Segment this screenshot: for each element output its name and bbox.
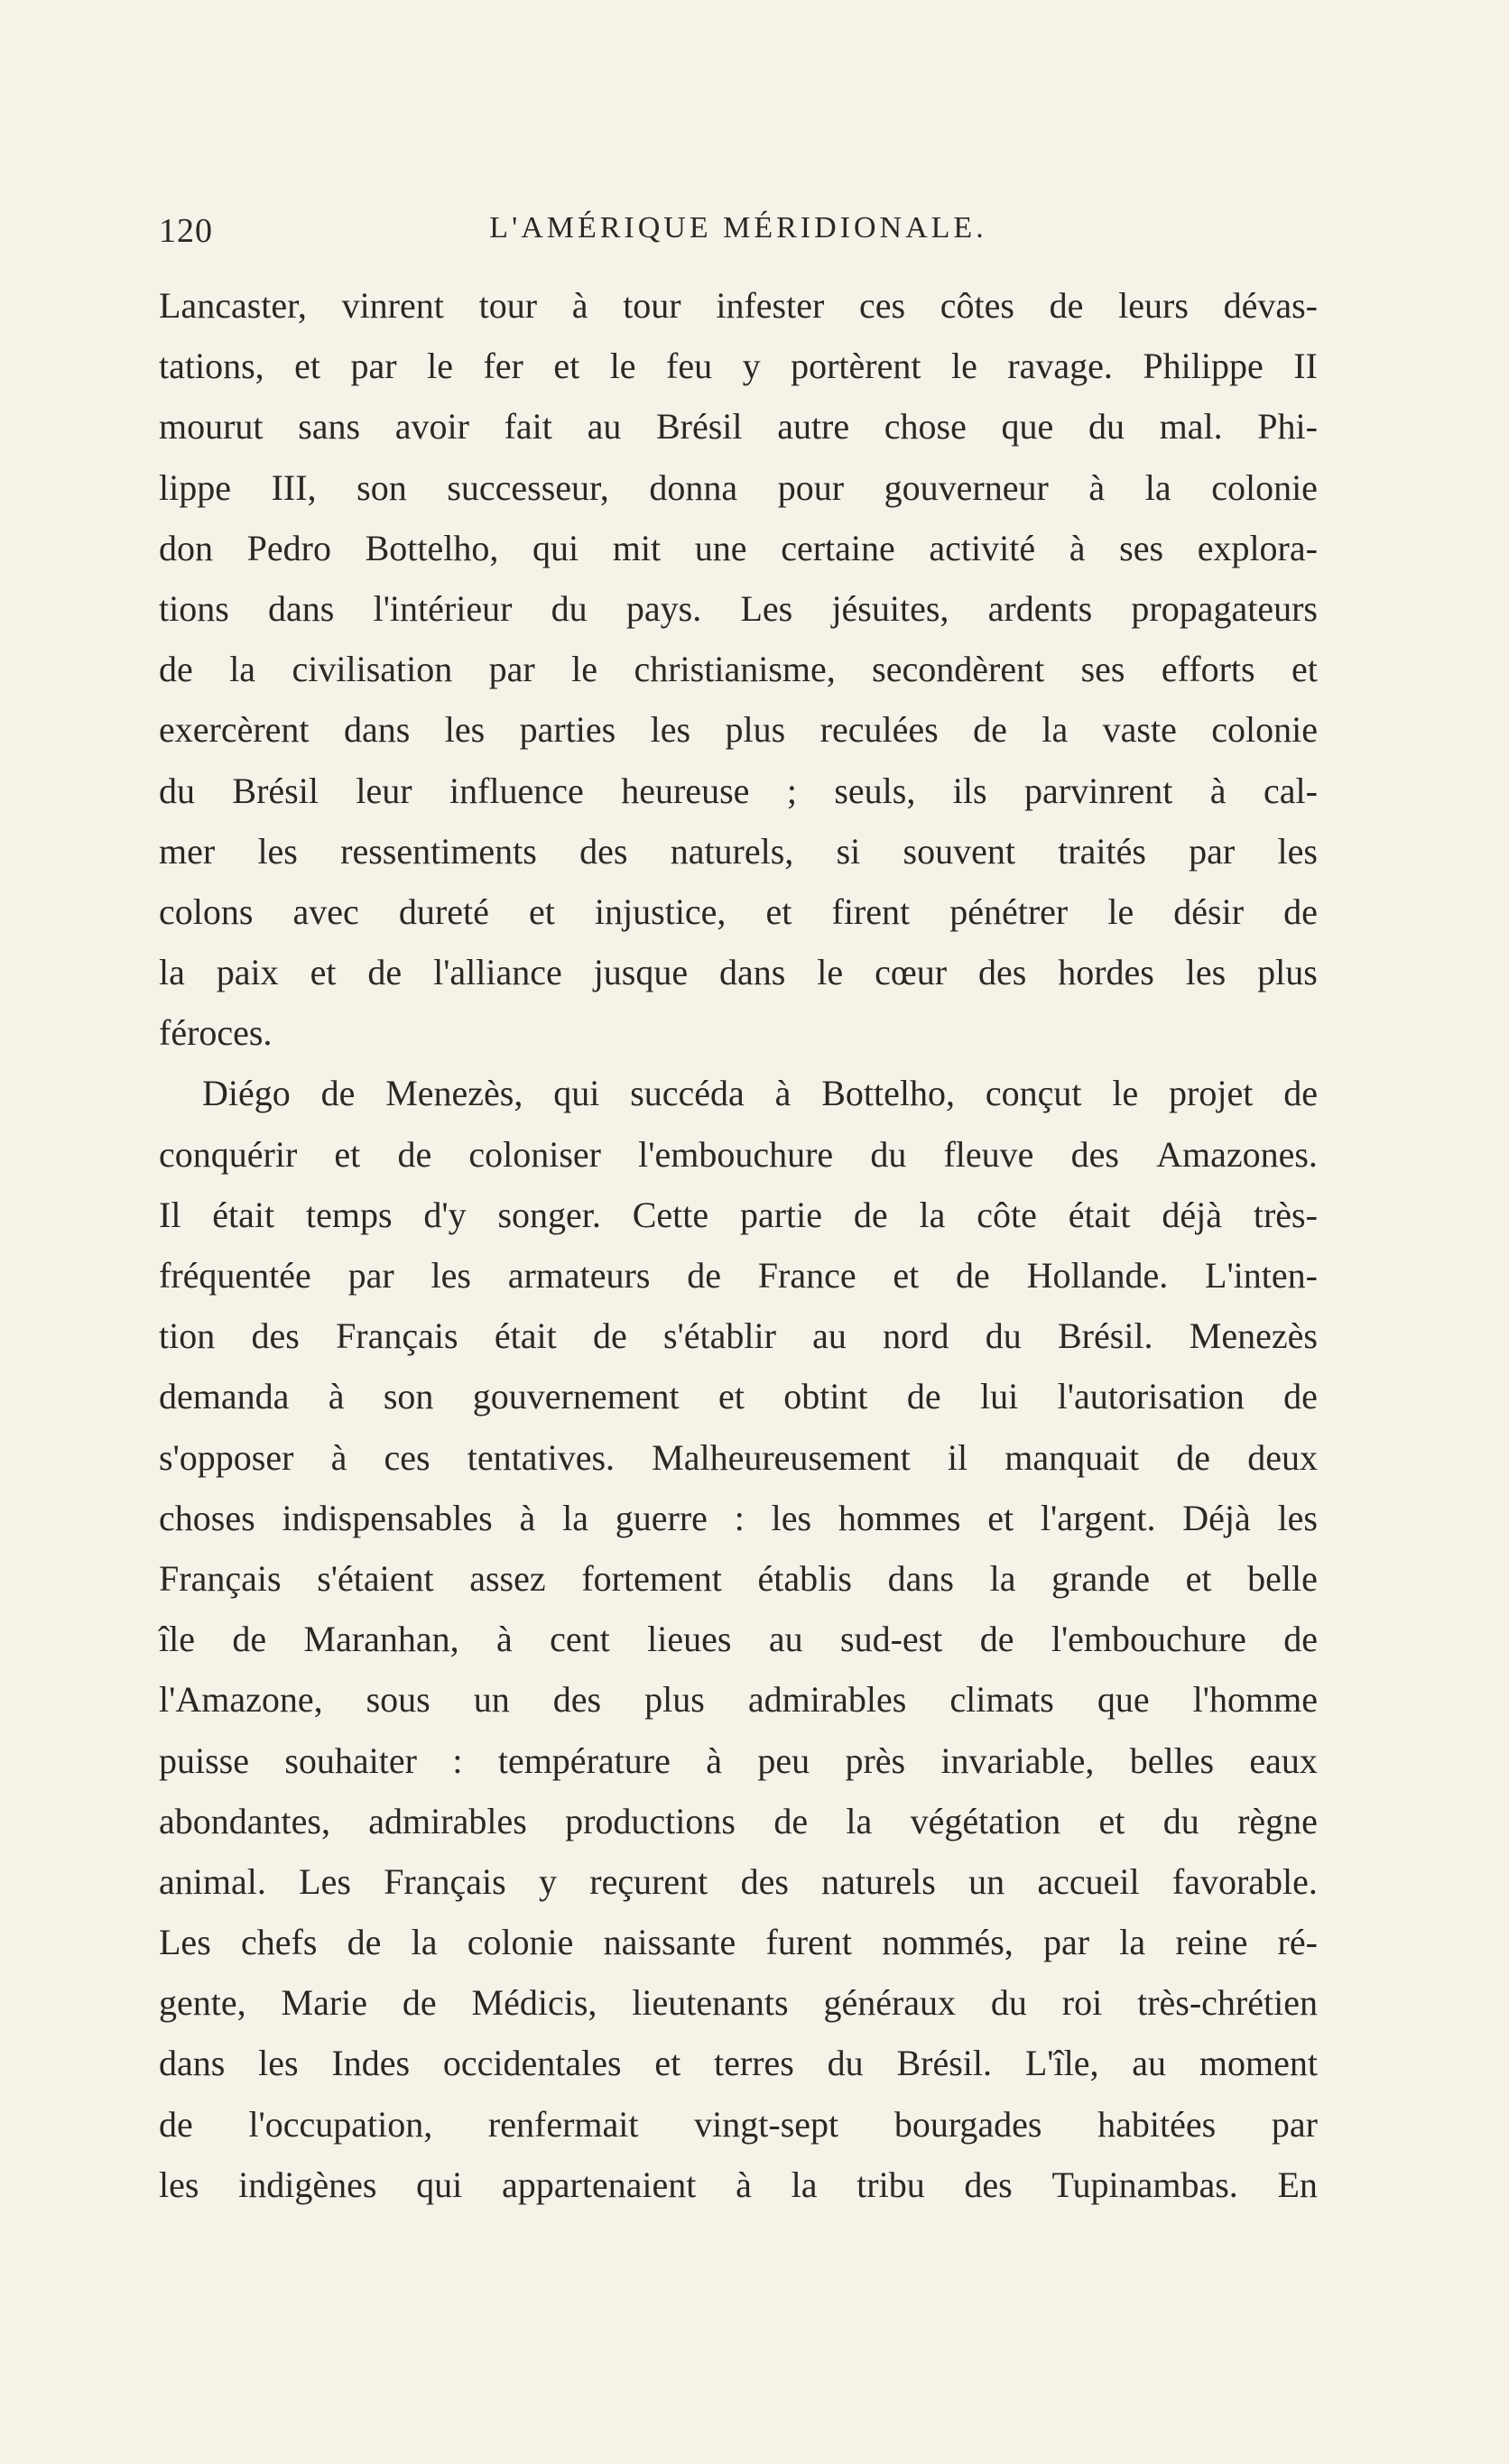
text-line: conquérir et de coloniser l'embouchure du fleuve des Amazones.: [159, 1133, 1318, 1175]
text-line: tations, et par le fer et le feu y portèrent le ravage. Philippe II: [159, 346, 1318, 387]
text-line: Il était temps d'y songer. Cette partie de la côte était déjà très-: [159, 1194, 1318, 1235]
text-line: Lancaster, vinrent tour à tour infester ces côtes de leurs dévas-: [159, 285, 1318, 326]
text-line: féroces.: [159, 1012, 273, 1054]
text-line: île de Maranhan, à cent lieues au sud-est de l'embouchure de: [159, 1619, 1318, 1660]
text-line: exercèrent dans les parties les plus reculées de la vaste colonie: [159, 709, 1318, 751]
text-line: abondantes, admirables productions de la végétation et du règne: [159, 1800, 1318, 1841]
text-line: les indigènes qui appartenaient à la tribu des Tupinambas. En: [159, 2164, 1318, 2205]
text-line: Diégo de Menezès, qui succéda à Bottelho, conçut le projet de: [202, 1073, 1318, 1114]
text-line: dans les Indes occidentales et terres du Brésil. L'île, au moment: [159, 2043, 1318, 2084]
paragraph: [159, 1063, 1318, 2215]
text-line: mourut sans avoir fait au Brésil autre chose que du mal. Phi-: [159, 406, 1318, 448]
paragraph: [159, 275, 1318, 1063]
text-line: Les chefs de la colonie naissante furent nommés, par la reine ré-: [159, 1922, 1318, 1963]
text-line: choses indispensables à la guerre : les hommes et l'argent. Déjà les: [159, 1497, 1318, 1538]
page-number: 120: [159, 212, 213, 250]
text-line: Français s'étaient assez fortement établis dans la grande et belle: [159, 1557, 1318, 1599]
text-line: l'Amazone, sous un des plus admirables climats que l'homme: [159, 1679, 1318, 1721]
text-line: s'opposer à ces tentatives. Malheureusement il manquait de deux: [159, 1436, 1318, 1478]
text-line: lippe III, son successeur, donna pour gouverneur à la colonie: [159, 466, 1318, 508]
text-line: fréquentée par les armateurs de France et de Hollande. L'inten-: [159, 1255, 1318, 1296]
text-line: de la civilisation par le christianisme, secondèrent ses efforts et: [159, 649, 1318, 690]
running-title: L'AMÉRIQUE MÉRIDIONALE.: [489, 211, 987, 245]
body-text: [159, 275, 1318, 2215]
text-line: demanda à son gouvernement et obtint de lui l'autorisation de: [159, 1376, 1318, 1417]
text-line: la paix et de l'alliance jusque dans le cœur des hordes les plus: [159, 952, 1318, 993]
text-line: gente, Marie de Médicis, lieutenants généraux du roi très-chrétien: [159, 1982, 1318, 2024]
text-line: colons avec dureté et injustice, et firent pénétrer le désir de: [159, 891, 1318, 932]
text-line: puisse souhaiter : température à peu près invariable, belles eaux: [159, 1740, 1318, 1781]
text-line: mer les ressentiments des naturels, si souvent traités par les: [159, 830, 1318, 872]
text-line: du Brésil leur influence heureuse ; seuls, ils parvinrent à cal-: [159, 770, 1318, 811]
text-line: don Pedro Bottelho, qui mit une certaine activité à ses explora-: [159, 527, 1318, 568]
text-line: animal. Les Français y reçurent des naturels un accueil favorable.: [159, 1860, 1318, 1902]
text-line: tions dans l'intérieur du pays. Les jésuites, ardents propagateurs: [159, 587, 1318, 629]
page-header: [159, 206, 1318, 260]
text-line: tion des Français était de s'établir au nord du Brésil. Menezès: [159, 1315, 1318, 1357]
text-line: de l'occupation, renfermait vingt-sept bourgades habitées par: [159, 2103, 1318, 2145]
